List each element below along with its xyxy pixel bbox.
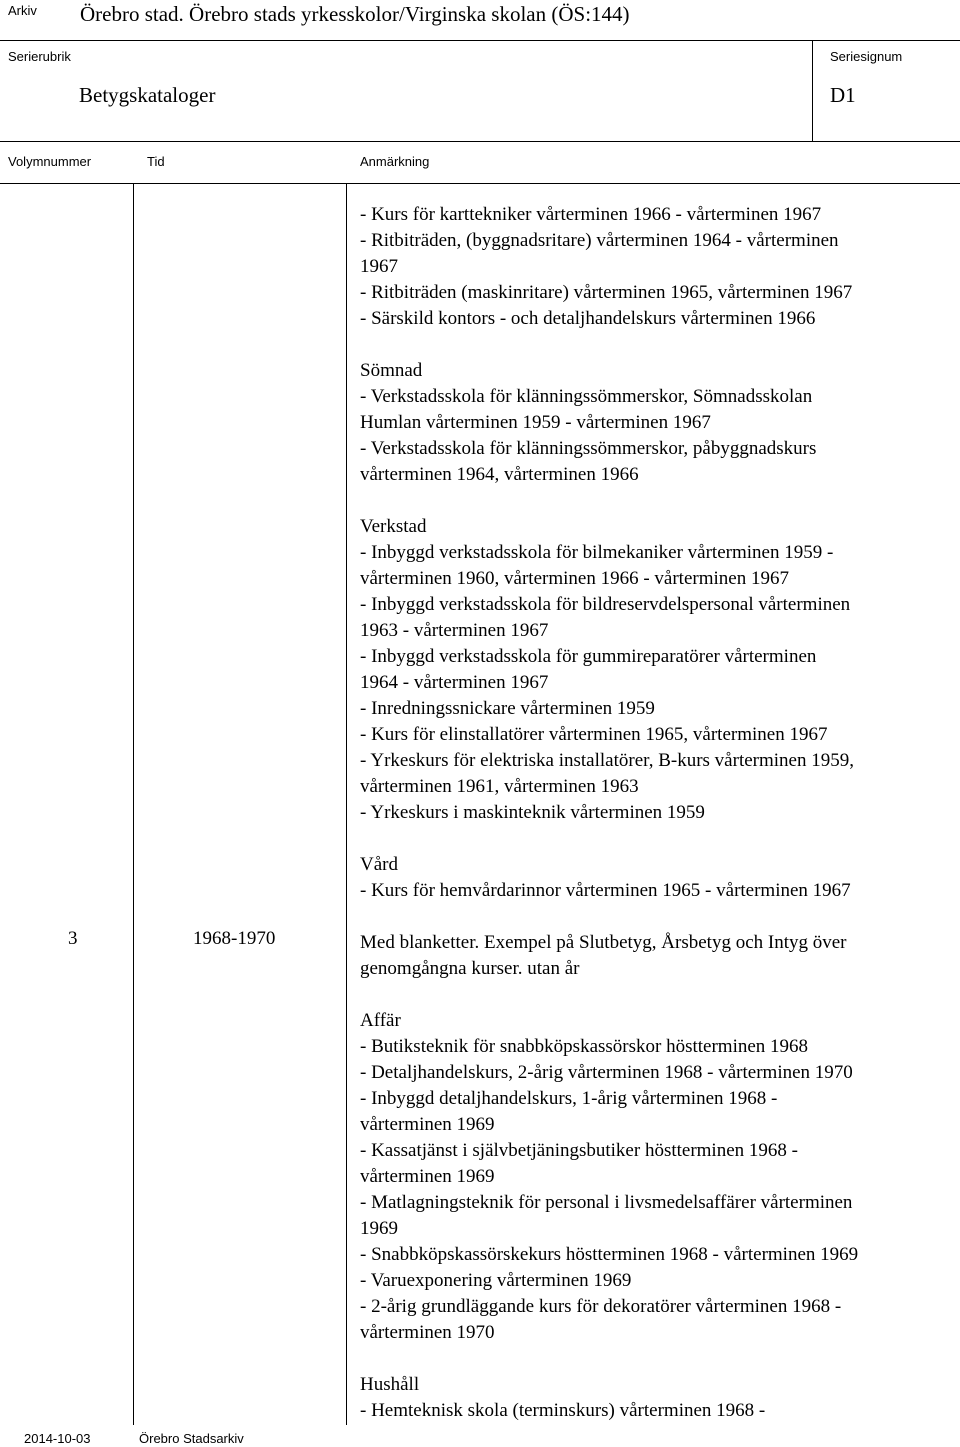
remark-line: vårterminen 1961, vårterminen 1963	[360, 776, 639, 797]
remark-line: vårterminen 1970	[360, 1322, 495, 1343]
seriesignum-label: Seriesignum	[830, 49, 903, 64]
series-row	[0, 40, 960, 142]
remark-line: 1967	[360, 256, 398, 277]
remark-line: Humlan vårterminen 1959 - vårterminen 1967	[360, 412, 711, 433]
remark-line: - Inbyggd verkstadsskola för gummireparatörer vårterminen	[360, 646, 817, 667]
remarks-cell	[360, 202, 960, 1424]
table-body	[0, 183, 960, 1425]
remark-line: - Ritbiträden, (byggnadsritare) vårterminen 1964 - vårterminen	[360, 230, 839, 251]
remark-line: - Verkstadsskola för klänningssömmerskor, Sömnadsskolan	[360, 386, 813, 407]
remark-line: - Verkstadsskola för klänningssömmerskor, påbyggnadskurs	[360, 438, 817, 459]
remark-line: 1963 - vårterminen 1967	[360, 620, 549, 641]
remark-line: vårterminen 1960, vårterminen 1966 - vårterminen 1967	[360, 568, 789, 589]
remark-line: - Varuexponering vårterminen 1969	[360, 1270, 632, 1291]
remark-line: genomgångna kurser. utan år	[360, 958, 580, 979]
remark-line: Affär	[360, 1010, 401, 1031]
remark-line: 1969	[360, 1218, 398, 1239]
remark-line: - Butiksteknik för snabbköpskassörskor höstterminen 1968	[360, 1036, 809, 1057]
remark-line: 1964 - vårterminen 1967	[360, 672, 549, 693]
archive-title: Örebro stad. Örebro stads yrkesskolor/Virginska skolan (ÖS:144)	[80, 2, 630, 26]
column-header-row	[0, 141, 960, 184]
remarks-spacer	[360, 904, 960, 930]
remark-line: - Inbyggd detaljhandelskurs, 1-årig vårterminen 1968 -	[360, 1088, 778, 1109]
remarks-spacer	[360, 488, 960, 514]
series-divider	[812, 40, 813, 141]
remark-line: - Kassatjänst i självbetjäningsbutiker höstterminen 1968 -	[360, 1140, 798, 1161]
remark-line: - Hemteknisk skola (terminskurs) vårterminen 1968 -	[360, 1400, 766, 1421]
remark-line: Verkstad	[360, 516, 427, 537]
seriesignum-value: D1	[830, 83, 856, 107]
remarks-spacer	[360, 826, 960, 852]
arkiv-label: Arkiv	[8, 3, 37, 18]
remark-line: - Ritbiträden (maskinritare) vårterminen 1965, vårterminen 1967	[360, 282, 853, 303]
remark-line: - Inbyggd verkstadsskola för bildreservdelspersonal vårterminen	[360, 594, 851, 615]
remark-line: - Kurs för karttekniker vårterminen 1966 - vårterminen 1967	[360, 204, 822, 225]
remarks-spacer	[360, 1346, 960, 1372]
remark-line: - 2-årig grundläggande kurs för dekoratörer vårterminen 1968 -	[360, 1296, 842, 1317]
remark-line: vårterminen 1964, vårterminen 1966	[360, 464, 639, 485]
footer-date: 2014-10-03	[24, 1431, 91, 1446]
serierubrik-value: Betygskataloger	[79, 83, 216, 107]
remark-line: - Snabbköpskassörskekurs höstterminen 1968 - vårterminen 1969	[360, 1244, 859, 1265]
remark-line: - Kurs för hemvårdarinnor vårterminen 1965 - vårterminen 1967	[360, 880, 851, 901]
remark-line: - Inredningssnickare vårterminen 1959	[360, 698, 655, 719]
remark-line: - Inbyggd verkstadsskola för bilmekaniker vårterminen 1959 -	[360, 542, 834, 563]
remark-line: - Yrkeskurs för elektriska installatörer, B-kurs vårterminen 1959,	[360, 750, 854, 771]
remark-line: Vård	[360, 854, 398, 875]
column-header-anmarkning: Anmärkning	[360, 154, 430, 169]
remarks-spacer	[360, 332, 960, 358]
remark-line: Sömnad	[360, 360, 423, 381]
column-divider	[133, 183, 134, 1425]
time-range-cell: 1968-1970	[193, 928, 276, 949]
remark-line: Hushåll	[360, 1374, 420, 1395]
remarks-spacer	[360, 982, 960, 1008]
remark-line: - Detaljhandelskurs, 2-årig vårterminen 1968 - vårterminen 1970	[360, 1062, 853, 1083]
remark-line: vårterminen 1969	[360, 1114, 495, 1135]
remark-line: - Särskild kontors - och detaljhandelskurs vårterminen 1966	[360, 308, 816, 329]
remark-line: - Matlagningsteknik för personal i livsmedelsaffärer vårterminen	[360, 1192, 853, 1213]
column-divider	[346, 183, 347, 1425]
footer-organization: Örebro Stadsarkiv	[139, 1431, 244, 1446]
volume-number-cell: 3	[68, 928, 78, 949]
remark-line: - Kurs för elinstallatörer vårterminen 1965, vårterminen 1967	[360, 724, 828, 745]
serierubrik-label: Serierubrik	[8, 49, 71, 64]
remark-line: Med blanketter. Exempel på Slutbetyg, Årsbetyg och Intyg över	[360, 932, 847, 953]
column-header-tid: Tid	[147, 154, 165, 169]
remark-line: - Yrkeskurs i maskinteknik vårterminen 1959	[360, 802, 705, 823]
archive-header-row	[0, 0, 960, 41]
column-header-volymnummer: Volymnummer	[8, 154, 92, 169]
remark-line: vårterminen 1969	[360, 1166, 495, 1187]
